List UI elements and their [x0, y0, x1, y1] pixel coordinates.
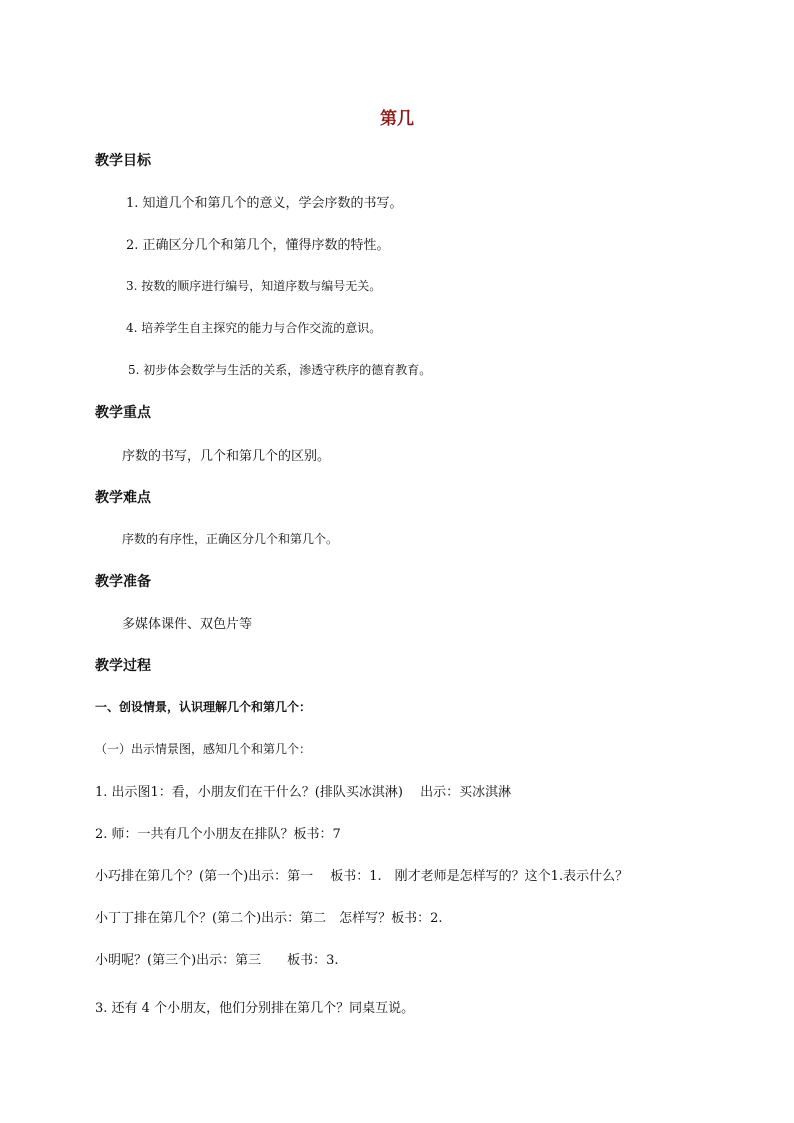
difficulties-heading: 教学难点 — [95, 490, 151, 506]
process-line: 小巧排在第几个？(第一个)出示：第一 板书：1. 刚才老师是怎样写的？这个1.表示什么？ — [95, 869, 629, 884]
preparation-text: 多媒体课件、双色片等 — [122, 617, 253, 632]
process-line: 2. 师：一共有几个小朋友在排队？板书：7 — [95, 827, 341, 842]
process-section-heading: 一、创设情景，认识理解几个和第几个： — [95, 700, 312, 714]
objective-item: 2. 正确区分几个和第几个，懂得序数的特性。 — [126, 238, 390, 253]
process-line: 小明呢？(第三个)出示：第三 板书：3. — [95, 953, 339, 968]
objective-item: 1. 知道几个和第几个的意义，学会序数的书写。 — [126, 196, 403, 211]
process-line: 小丁丁排在第几个？(第二个)出示：第二 怎样写？板书：2. — [95, 911, 443, 926]
process-line: 1. 出示图1：看，小朋友们在干什么？(排队买冰淇淋) 出示：买冰淇淋 — [95, 785, 512, 800]
preparation-heading: 教学准备 — [95, 574, 151, 590]
objective-item: 3. 按数的顺序进行编号，知道序数与编号无关。 — [126, 279, 382, 293]
difficulties-text: 序数的有序性，正确区分几个和第几个。 — [122, 532, 339, 546]
objective-item: 4. 培养学生自主探究的能力与合作交流的意识。 — [126, 321, 382, 335]
key-points-heading: 教学重点 — [95, 405, 151, 421]
process-subsection-heading: （一）出示情景图，感知几个和第几个： — [95, 742, 312, 756]
document-title: 第几 — [380, 109, 414, 129]
objectives-heading: 教学目标 — [95, 153, 151, 169]
process-line: 3. 还有 4 个小朋友，他们分别排在第几个？同桌互说。 — [95, 1001, 415, 1016]
process-heading: 教学过程 — [95, 658, 151, 674]
objective-item: 5. 初步体会数学与生活的关系，渗透守秩序的德育教育。 — [128, 363, 432, 377]
key-points-text: 序数的书写，几个和第几个的区别。 — [122, 449, 331, 464]
